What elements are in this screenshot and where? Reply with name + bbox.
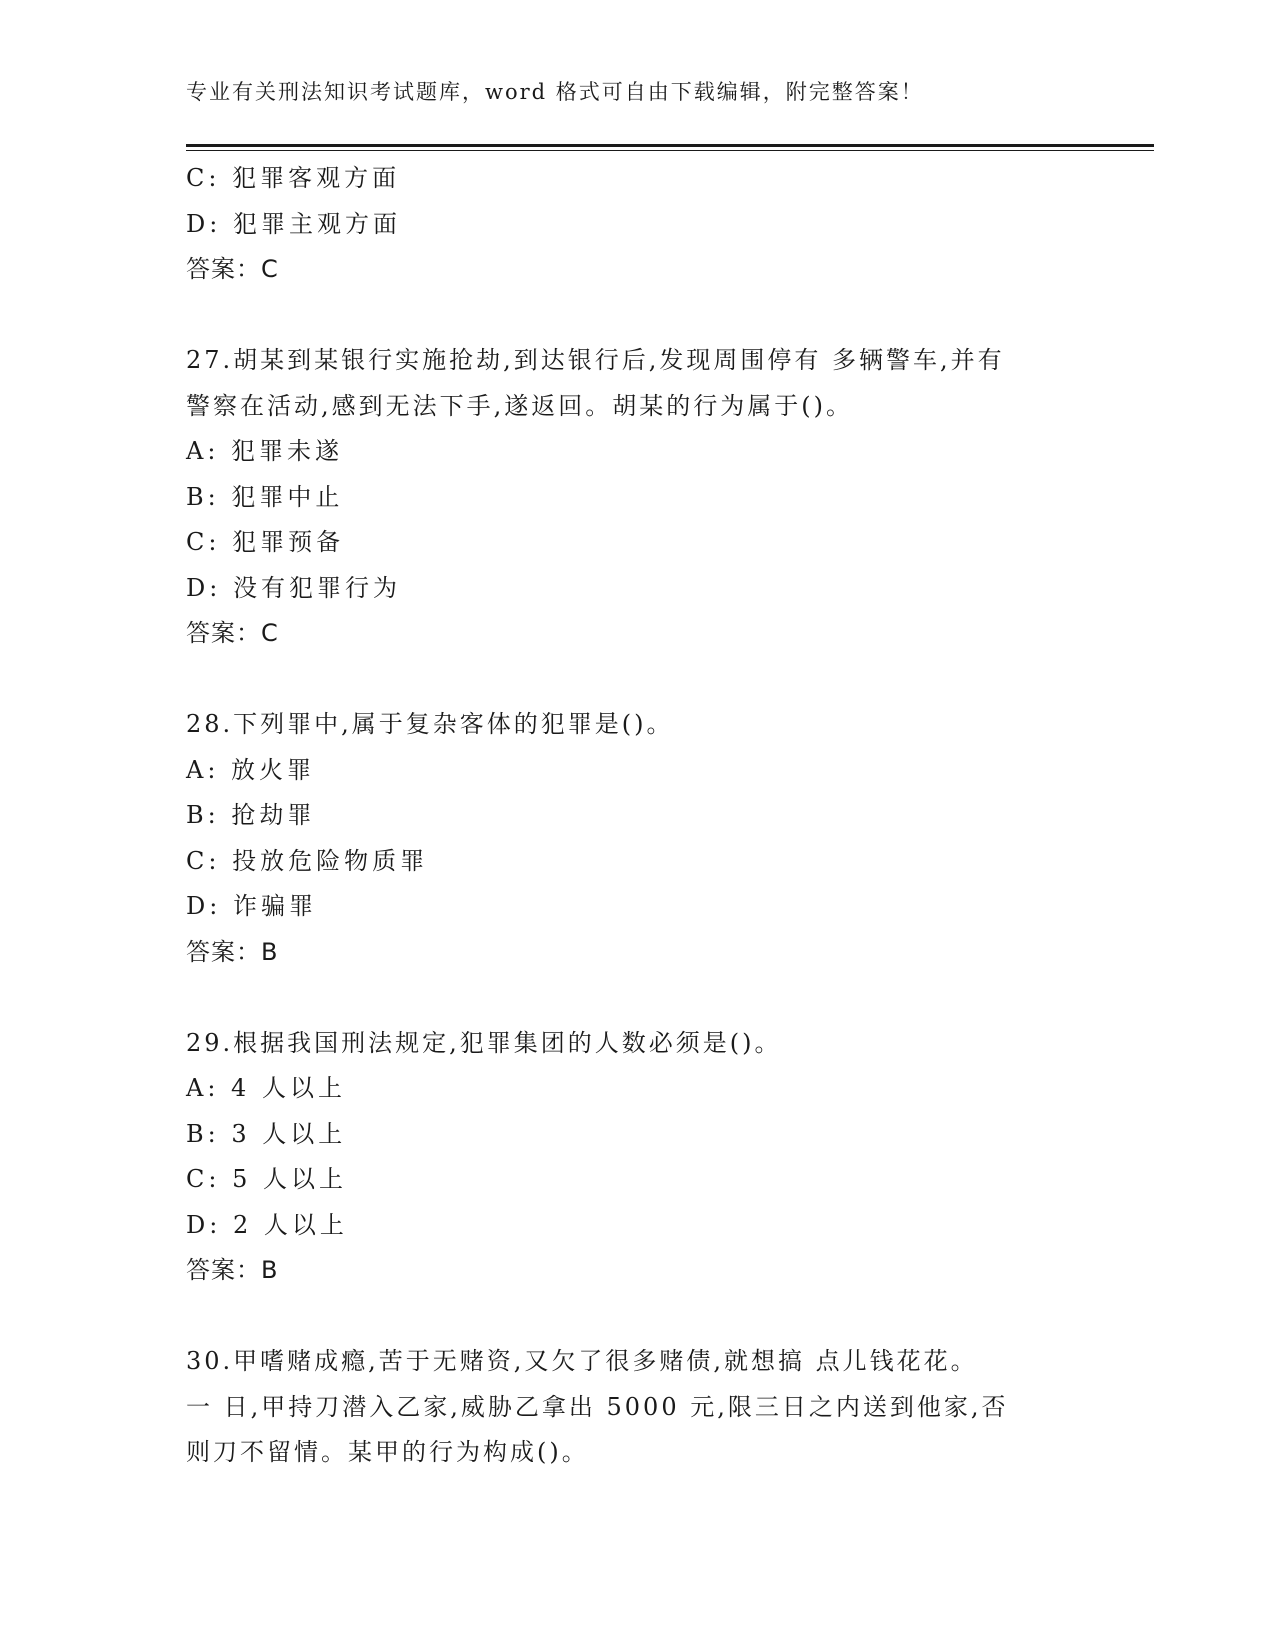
spacer <box>186 975 1086 1021</box>
header-rule-thin <box>186 150 1154 151</box>
option-a: A: 犯罪未遂 <box>186 437 344 465</box>
question-text-line: 30.甲嗜赌成瘾,苦于无赌资,又欠了很多赌债,就想搞 点儿钱花花。 <box>186 1347 978 1375</box>
option-d: D: 2 人以上 <box>186 1210 348 1239</box>
question-text-line: 27.胡某到某银行实施抢劫,到达银行后,发现周围停有 多辆警车,并有 <box>186 346 1005 374</box>
option-a: A: 4 人以上 <box>186 1074 346 1102</box>
option-b: B: 犯罪中止 <box>186 482 344 511</box>
document-header: 专业有关刑法知识考试题库，word 格式可自由下载编辑，附完整答案！ <box>186 80 924 104</box>
question-text-line: 警察在活动,感到无法下手,遂返回。胡某的行为属于()。 <box>186 391 853 420</box>
option-c: C: 犯罪预备 <box>186 528 345 556</box>
question-list <box>186 156 1086 1476</box>
option-d: D: 诈骗罪 <box>186 892 317 920</box>
answer-line: 答案：C <box>186 255 279 283</box>
header-rule-thick <box>186 144 1154 147</box>
option-b: B: 3 人以上 <box>186 1119 347 1148</box>
spacer <box>186 657 1086 703</box>
question-block-continued <box>186 156 1086 293</box>
answer-line: 答案：B <box>186 1256 279 1284</box>
question-text-line: 则刀不留情。某甲的行为构成()。 <box>186 1438 589 1466</box>
spacer <box>186 293 1086 339</box>
option-c: C: 投放危险物质罪 <box>186 846 429 875</box>
option-a: A: 放火罪 <box>186 755 316 784</box>
question-text-line: 29.根据我国刑法规定,犯罪集团的人数必须是()。 <box>186 1028 782 1057</box>
question-block-30 <box>186 1339 1086 1476</box>
option-d: D: 犯罪主观方面 <box>186 209 401 238</box>
answer-line: 答案：B <box>186 937 279 966</box>
spacer <box>186 1294 1086 1340</box>
question-block-27 <box>186 338 1086 657</box>
option-c: C: 5 人以上 <box>186 1165 347 1193</box>
option-c: C: 犯罪客观方面 <box>186 164 401 192</box>
question-text-line: 一 日,甲持刀潜入乙家,威胁乙拿出 5000 元,限三日之内送到他家,否 <box>186 1392 1009 1421</box>
option-b: B: 抢劫罪 <box>186 801 316 829</box>
question-block-28 <box>186 702 1086 975</box>
option-d: D: 没有犯罪行为 <box>186 573 401 602</box>
question-text-line: 28.下列罪中,属于复杂客体的犯罪是()。 <box>186 710 674 738</box>
answer-line: 答案：C <box>186 619 279 647</box>
question-block-29 <box>186 1021 1086 1294</box>
